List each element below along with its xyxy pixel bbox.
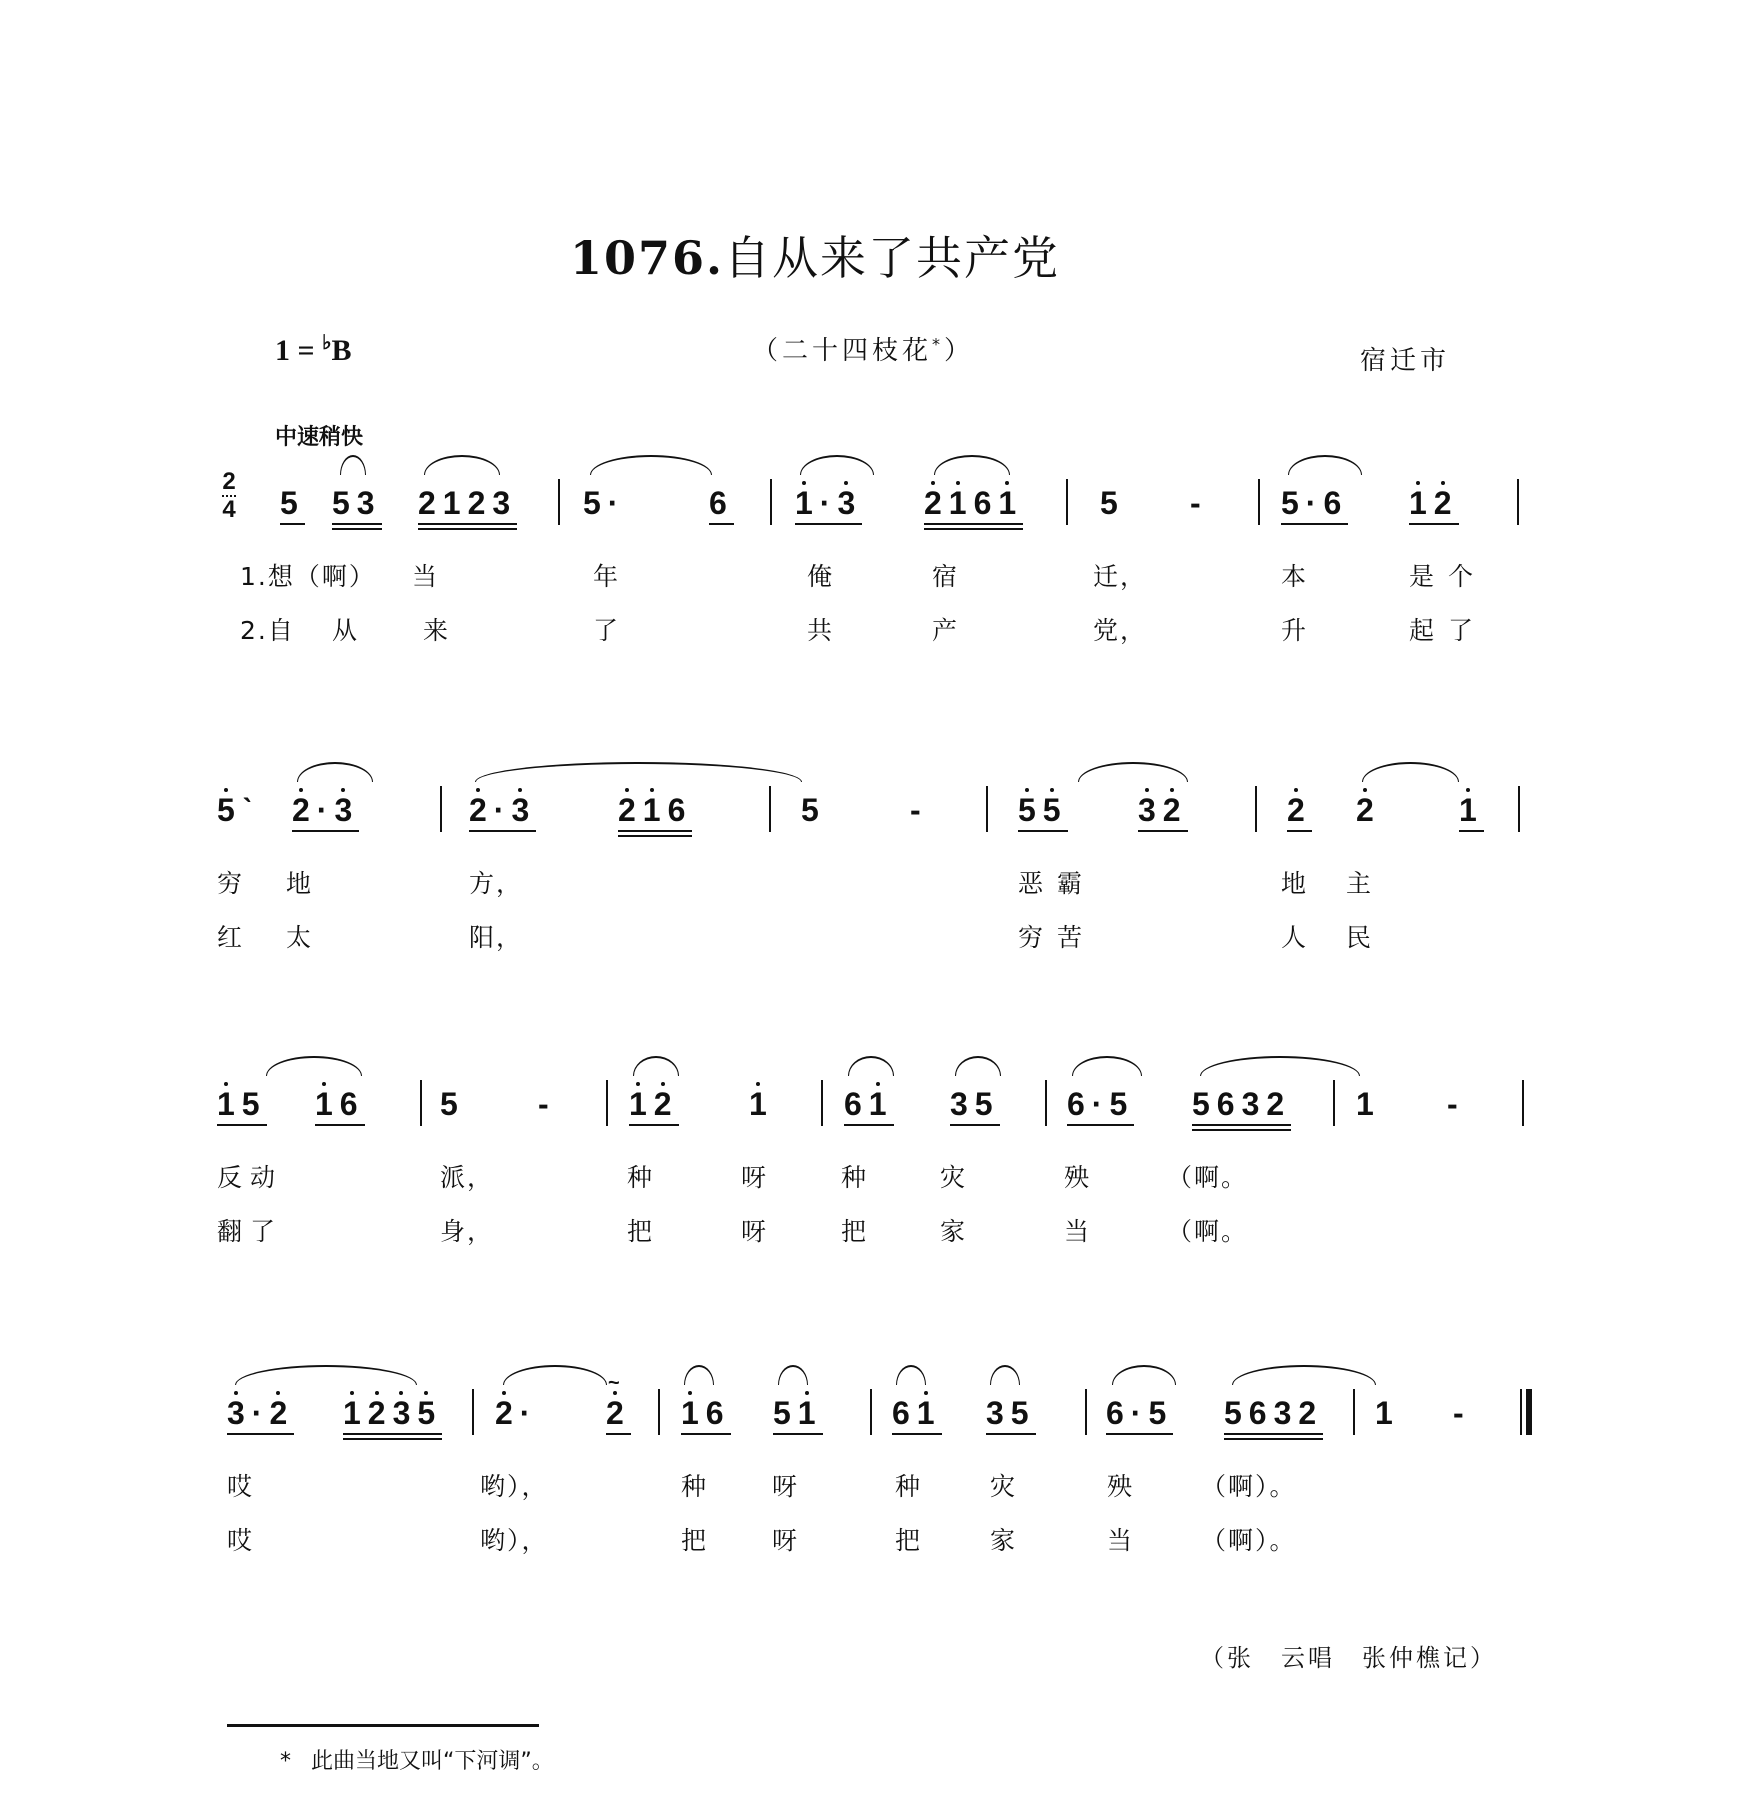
slur <box>896 1365 926 1385</box>
high-octave-dot <box>924 1391 928 1395</box>
subtitle <box>752 330 974 367</box>
note-group: 5ˋ <box>217 790 259 830</box>
song-name: 自从来了共产党 <box>724 231 1061 285</box>
slur <box>590 455 712 475</box>
lyric: 来 <box>423 616 451 645</box>
note-group: 16 <box>681 1393 731 1435</box>
lyric: 1.想（啊） <box>240 562 376 591</box>
note-group: - <box>1453 1395 1471 1431</box>
note-group: 1235 <box>343 1393 442 1435</box>
note-group: 216 <box>618 790 692 832</box>
lyric: 升 <box>1281 616 1309 645</box>
slur <box>848 1056 894 1076</box>
lyric: 种 <box>895 1472 923 1501</box>
final-bar-line-thick <box>1526 1389 1532 1435</box>
note-group: 6 <box>709 483 734 525</box>
final-bar-line-thin <box>1520 1389 1522 1435</box>
note-group: 5 <box>1100 485 1125 521</box>
footnote-text: 此曲当地又叫“下河调”。 <box>311 1749 554 1774</box>
lyric: 哟）， <box>480 1526 549 1555</box>
bar-line <box>769 786 771 832</box>
slur <box>235 1365 417 1385</box>
lyric: 灾 <box>990 1472 1018 1501</box>
slur <box>684 1365 714 1385</box>
note-group: 3·2 <box>227 1393 294 1435</box>
lyric: （啊）。 <box>1201 1526 1297 1555</box>
key-prefix: 1 = <box>275 334 323 367</box>
high-octave-dot <box>1416 481 1420 485</box>
slur <box>990 1365 1020 1385</box>
bar-line <box>1258 479 1260 525</box>
note-group: 5·6 <box>1281 483 1348 525</box>
subtitle-text: （二十四枝花 <box>752 336 933 366</box>
high-octave-dot <box>661 1082 665 1086</box>
lyric: 种 <box>841 1163 869 1192</box>
high-octave-dot <box>234 1391 238 1395</box>
lyric: 从 <box>332 616 360 645</box>
high-octave-dot <box>350 1391 354 1395</box>
key-note: B <box>331 334 352 367</box>
slur <box>1362 762 1459 782</box>
slur <box>424 455 500 475</box>
note-group: 61 <box>844 1084 894 1126</box>
slur <box>297 762 373 782</box>
slur <box>934 455 1010 475</box>
lyric: 2.自 <box>240 616 295 645</box>
lyric: 当 <box>1107 1526 1135 1555</box>
lyric: 宿 <box>932 562 960 591</box>
note-group: 53 <box>332 483 382 525</box>
high-octave-dot <box>518 788 522 792</box>
high-octave-dot <box>502 1391 506 1395</box>
bar-line <box>1517 479 1519 525</box>
bar-line <box>1066 479 1068 525</box>
high-octave-dot <box>1441 481 1445 485</box>
lyric: 太 <box>286 923 314 952</box>
high-octave-dot <box>1145 788 1149 792</box>
note-group: 2123 <box>418 483 517 525</box>
note-group: 1 <box>1375 1395 1400 1431</box>
time-sig-top: 2 <box>222 468 236 495</box>
note-group: - <box>1190 485 1208 521</box>
slur <box>1232 1365 1376 1385</box>
bar-line <box>658 1389 660 1435</box>
lyric: （啊）。 <box>1201 1472 1297 1501</box>
time-signature <box>222 469 236 523</box>
lyric: （啊。 <box>1167 1217 1249 1246</box>
place-of-origin: 宿迁市 <box>1360 346 1451 376</box>
slur <box>475 762 802 782</box>
score-row-4 <box>0 1395 1750 1555</box>
note-group: 16 <box>315 1084 365 1126</box>
note-group: 1 <box>1356 1086 1381 1122</box>
high-octave-dot <box>224 788 228 792</box>
note-group: 12 <box>1409 483 1459 525</box>
lyric: 反动 <box>217 1163 284 1192</box>
note-group: 2 <box>1356 790 1381 830</box>
bar-line <box>1353 1389 1355 1435</box>
note-group: 35 <box>950 1084 1000 1126</box>
high-octave-dot <box>1025 788 1029 792</box>
slur <box>778 1365 808 1385</box>
lyric: 年 <box>593 562 621 591</box>
note-group: 5632 <box>1192 1084 1291 1126</box>
note-group: 51 <box>773 1393 823 1435</box>
key-signature <box>275 330 352 368</box>
bar-line <box>440 786 442 832</box>
lyric: 翻了 <box>217 1217 284 1246</box>
lyric: 殃 <box>1107 1472 1135 1501</box>
note-group: 35 <box>986 1393 1036 1435</box>
high-octave-dot <box>224 1082 228 1086</box>
slur <box>1200 1056 1360 1076</box>
slur <box>503 1365 607 1385</box>
bar-line <box>1255 786 1257 832</box>
note-group: 5 <box>280 483 305 525</box>
note-group: - <box>1447 1086 1465 1122</box>
high-octave-dot <box>1466 788 1470 792</box>
high-octave-dot <box>625 788 629 792</box>
slur <box>1112 1365 1176 1385</box>
slur <box>955 1056 1001 1076</box>
lyric: 俺 <box>807 562 835 591</box>
lyric: 地主 <box>1281 869 1412 898</box>
note-group: 32 <box>1138 790 1188 832</box>
note-group: 5 <box>440 1086 465 1122</box>
note-group: 1 <box>749 1084 774 1124</box>
bar-line <box>770 479 772 525</box>
lyric: 方， <box>469 869 524 898</box>
lyric: 是个 <box>1409 562 1488 591</box>
lyric: 呀 <box>741 1163 769 1192</box>
high-octave-dot <box>341 788 345 792</box>
note-group: 1·3 <box>795 483 862 525</box>
slur <box>266 1056 362 1076</box>
note-group: 6·5 <box>1067 1084 1134 1126</box>
bar-line <box>1333 1080 1335 1126</box>
flat-sign: ♭ <box>322 332 332 354</box>
note-group: - <box>538 1086 556 1122</box>
lyric: 种 <box>627 1163 655 1192</box>
subtitle-close: ） <box>944 336 975 366</box>
lyric: 穷 <box>217 869 245 898</box>
note-group: 61 <box>892 1393 942 1435</box>
lyric: 本 <box>1281 562 1309 591</box>
high-octave-dot <box>1294 788 1298 792</box>
bar-line <box>1522 1080 1524 1126</box>
lyric: 家 <box>990 1526 1018 1555</box>
lyric: 阳， <box>469 923 524 952</box>
slur <box>1072 1056 1142 1076</box>
note-group: 12 <box>629 1084 679 1126</box>
bar-line <box>1518 786 1520 832</box>
lyric: 把 <box>627 1217 655 1246</box>
note-group: 2·3 <box>469 790 536 832</box>
lyric: 恶霸 <box>1018 869 1097 898</box>
lyric: 穷苦 <box>1018 923 1097 952</box>
lyric: 共 <box>807 616 835 645</box>
high-octave-dot <box>650 788 654 792</box>
high-octave-dot <box>756 1082 760 1086</box>
slur <box>340 455 366 475</box>
high-octave-dot <box>476 788 480 792</box>
lyric: 产 <box>932 616 960 645</box>
lyric: （啊。 <box>1167 1163 1249 1192</box>
lyric: 把 <box>895 1526 923 1555</box>
lyric: 呀 <box>741 1217 769 1246</box>
lyric: 当 <box>1064 1217 1092 1246</box>
time-sig-bottom: 4 <box>222 496 236 523</box>
footnote <box>280 1744 554 1775</box>
high-octave-dot <box>613 1391 617 1395</box>
high-octave-dot <box>1363 788 1367 792</box>
score-row-3 <box>0 1086 1750 1246</box>
high-octave-dot <box>276 1391 280 1395</box>
lyric: 当 <box>412 562 440 591</box>
high-octave-dot <box>956 481 960 485</box>
lyric: 把 <box>681 1526 709 1555</box>
lyric: 人民 <box>1281 923 1412 952</box>
high-octave-dot <box>802 481 806 485</box>
song-number: 1076. <box>570 231 725 285</box>
lyric: 哟）， <box>480 1472 549 1501</box>
high-octave-dot <box>876 1082 880 1086</box>
lyric: 家 <box>940 1217 968 1246</box>
slur <box>800 455 874 475</box>
bar-line <box>1085 1389 1087 1435</box>
high-octave-dot <box>688 1391 692 1395</box>
bar-line <box>420 1080 422 1126</box>
lyric: 哎 <box>227 1526 255 1555</box>
high-octave-dot <box>844 481 848 485</box>
lyric: 呀 <box>772 1472 800 1501</box>
bar-line <box>558 479 560 525</box>
note-group: 2 <box>1287 790 1312 832</box>
lyric: 殃 <box>1064 1163 1092 1192</box>
high-octave-dot <box>322 1082 326 1086</box>
slur <box>633 1056 679 1076</box>
lyric: 党， <box>1093 616 1148 645</box>
lyric: 迁， <box>1093 562 1148 591</box>
note-group: 55 <box>1018 790 1068 832</box>
note-group: 15 <box>217 1084 267 1126</box>
lyric: 哎 <box>227 1472 255 1501</box>
lyric: 起了 <box>1409 616 1488 645</box>
bar-line <box>986 786 988 832</box>
high-octave-dot <box>636 1082 640 1086</box>
bar-line <box>472 1389 474 1435</box>
lyric: 了 <box>593 616 621 645</box>
note-group: 6·5 <box>1106 1393 1173 1435</box>
lyric: 把 <box>841 1217 869 1246</box>
song-title <box>570 222 1060 288</box>
lyric: 派， <box>440 1163 495 1192</box>
note-group: ~ 2 <box>606 1393 631 1435</box>
score-row-2 <box>0 792 1750 952</box>
note-group: 2· <box>495 1393 537 1433</box>
high-octave-dot <box>1005 481 1009 485</box>
high-octave-dot <box>931 481 935 485</box>
score-row-1 <box>0 468 1750 645</box>
lyric: 身， <box>440 1217 495 1246</box>
lyric: 红 <box>217 923 245 952</box>
lyric: 地 <box>286 869 314 898</box>
footnote-divider <box>227 1724 539 1727</box>
note-group: - <box>910 792 928 828</box>
note-group: 5· <box>583 485 626 521</box>
high-octave-dot <box>399 1391 403 1395</box>
slur <box>1288 455 1362 475</box>
high-octave-dot <box>1170 788 1174 792</box>
bar-line <box>1045 1080 1047 1126</box>
footnote-mark: * <box>932 334 945 354</box>
high-octave-dot <box>424 1391 428 1395</box>
lyric: 灾 <box>940 1163 968 1192</box>
bar-line <box>870 1389 872 1435</box>
high-octave-dot <box>375 1391 379 1395</box>
lyric: 种 <box>681 1472 709 1501</box>
bar-line <box>606 1080 608 1126</box>
footnote-star: * <box>280 1749 291 1774</box>
note-group: 5 <box>801 792 826 828</box>
note-group: 2161 <box>924 483 1023 525</box>
note-group: 2·3 <box>292 790 359 832</box>
high-octave-dot <box>805 1391 809 1395</box>
high-octave-dot <box>1050 788 1054 792</box>
tempo-marking: 中速稍快 <box>275 425 364 450</box>
slur <box>1078 762 1188 782</box>
performer-credit: （张 云唱 张仲樵记） <box>1200 1644 1497 1672</box>
lyric: 呀 <box>772 1526 800 1555</box>
high-octave-dot <box>299 788 303 792</box>
note-group: 5632 <box>1224 1393 1323 1435</box>
bar-line <box>821 1080 823 1126</box>
note-group: 1 <box>1459 790 1484 832</box>
